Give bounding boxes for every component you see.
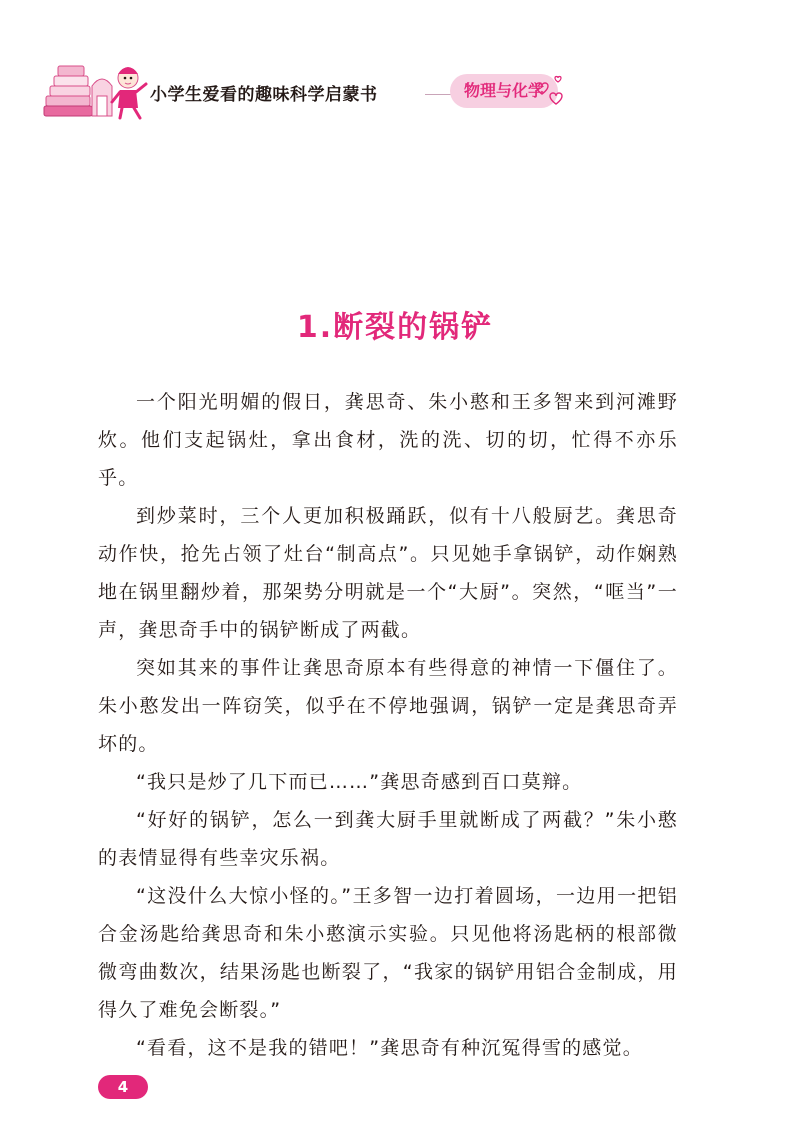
paragraph: 到炒菜时，三个人更加积极踊跃，似有十八般厨艺。龚思奇动作快，抢先占领了灶台“制高点”。只见她手拿锅铲，动作娴熟地在锅里翻炒着，那架势分明就是一个“大厨”。突然，“哐当”一声，龚思奇手中的锅铲断成了两截。 xyxy=(98,505,678,641)
paragraph: “这没什么大惊小怪的。”王多智一边打着圆场，一边用一把铝合金汤匙给龚思奇和朱小憨演示实验。只见他将汤匙柄的根部微微弯曲数次，结果汤匙也断裂了，“我家的锅铲用铝合金制成，用得久了难免会断裂。” xyxy=(98,885,678,1021)
books-and-child-illustration-icon xyxy=(40,56,150,126)
series-title: 小学生爱看的趣味科学启蒙书 xyxy=(150,85,378,105)
paragraph: “看看，这不是我的错吧！”龚思奇有种沉冤得雪的感觉。 xyxy=(136,1037,643,1059)
paragraph: 突如其来的事件让龚思奇原本有些得意的神情一下僵住了。朱小憨发出一阵窃笑，似乎在不停地强调，锅铲一定是龚思奇弄坏的。 xyxy=(98,657,678,755)
body-text xyxy=(98,383,678,1067)
paragraph: “好好的锅铲，怎么一到龚大厨手里就断成了两截？”朱小憨的表情显得有些幸灾乐祸。 xyxy=(98,809,678,869)
subject-badge: 物理与化学 xyxy=(450,74,558,108)
hearts-icon xyxy=(532,70,568,110)
running-header xyxy=(40,56,560,126)
paragraph: 一个阳光明媚的假日，龚思奇、朱小憨和王多智来到河滩野炊。他们支起锅灶，拿出食材，洗的洗、切的切，忙得不亦乐乎。 xyxy=(98,391,678,489)
chapter-title: 1.断裂的锅铲 xyxy=(296,310,494,346)
page-number: 4 xyxy=(98,1075,148,1099)
paragraph: “我只是炒了几下而已……”龚思奇感到百口莫辩。 xyxy=(136,771,583,793)
